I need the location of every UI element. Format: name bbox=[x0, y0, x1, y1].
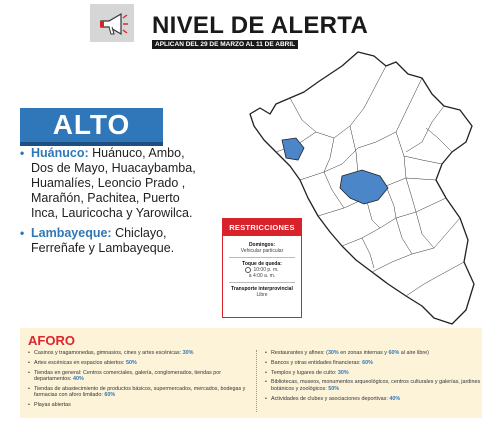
region-item bbox=[20, 226, 210, 256]
aforo-item: • Actividades de clubes y asociaciones deportivas: 40% bbox=[265, 396, 485, 403]
aforo-item: • Restaurantes y afines: (30% en zonas internas y 60% al aire libre) bbox=[265, 350, 485, 357]
sunday-title: Domingos: bbox=[248, 242, 276, 248]
page-title: NIVEL DE ALERTA bbox=[152, 12, 369, 39]
region-details: Chiclayo, Ferreñafe y Lambayeque. bbox=[31, 226, 175, 255]
restrictions-card bbox=[222, 218, 302, 318]
region-name: Huánuco: bbox=[31, 146, 89, 160]
aforo-title: AFORO bbox=[28, 333, 75, 348]
divider bbox=[229, 257, 295, 258]
divider bbox=[229, 282, 295, 283]
bullet-icon: • bbox=[20, 226, 25, 240]
curfew-title: Toque de queda: bbox=[242, 261, 282, 267]
aforo-item: • Templos y lugares de culto: 30% bbox=[265, 370, 485, 377]
aforo-item: • Tiendas de abastecimiento de productos básicos, supermercados, mercados, bodegas y farmacias con aforo limitado: 60% bbox=[28, 386, 248, 399]
alert-level-badge: ALTO bbox=[20, 108, 163, 142]
curfew-to: a 4:00 a. m. bbox=[248, 273, 276, 279]
aforo-right-list bbox=[265, 350, 485, 405]
column-divider bbox=[256, 350, 257, 412]
curfew-from: 10:00 p. m. bbox=[253, 267, 279, 273]
transport-text: Libre bbox=[256, 292, 268, 298]
aforo-left-list bbox=[28, 350, 248, 412]
restrictions-title: RESTRICCIONES bbox=[223, 219, 301, 236]
date-range-banner: APLICAN DEL 29 DE MARZO AL 11 DE ABRIL bbox=[152, 40, 298, 49]
aforo-item: • Playas abiertas bbox=[28, 402, 248, 409]
region-details: Huánuco, Ambo, Dos de Mayo, Huacaybamba, Huamalíes, Leoncio Prado , Marañón, Pachitea, Puerto Inca, Lauricocha y Yarowilca. bbox=[31, 146, 196, 220]
bullet-icon: • bbox=[20, 146, 25, 160]
aforo-item: • Bibliotecas, museos, monumentos arqueológicos, centros culturales y galerías, jardines botánicos y zoológicos: 50% bbox=[265, 379, 485, 392]
aforo-item: • Casinos y tragamonedas, gimnasios, cines y artes escénicas: 30% bbox=[28, 350, 248, 357]
region-list bbox=[20, 146, 210, 261]
aforo-item: • Artes escénicas en espacios abiertos: 50% bbox=[28, 360, 248, 367]
region-name: Lambayeque: bbox=[31, 226, 112, 240]
region-item bbox=[20, 146, 210, 221]
aforo-item: • Bancos y otras entidades financieras: 60% bbox=[265, 360, 485, 367]
sunday-text: Vehicular particular bbox=[240, 248, 284, 254]
aforo-item: • Tiendas en general: Centros comerciales, galería, conglomerados, tiendas por departamentos: 40% bbox=[28, 370, 248, 383]
aforo-panel bbox=[20, 328, 482, 418]
megaphone-icon bbox=[97, 10, 129, 38]
transport-title: Transporte interprovincial bbox=[231, 286, 293, 292]
